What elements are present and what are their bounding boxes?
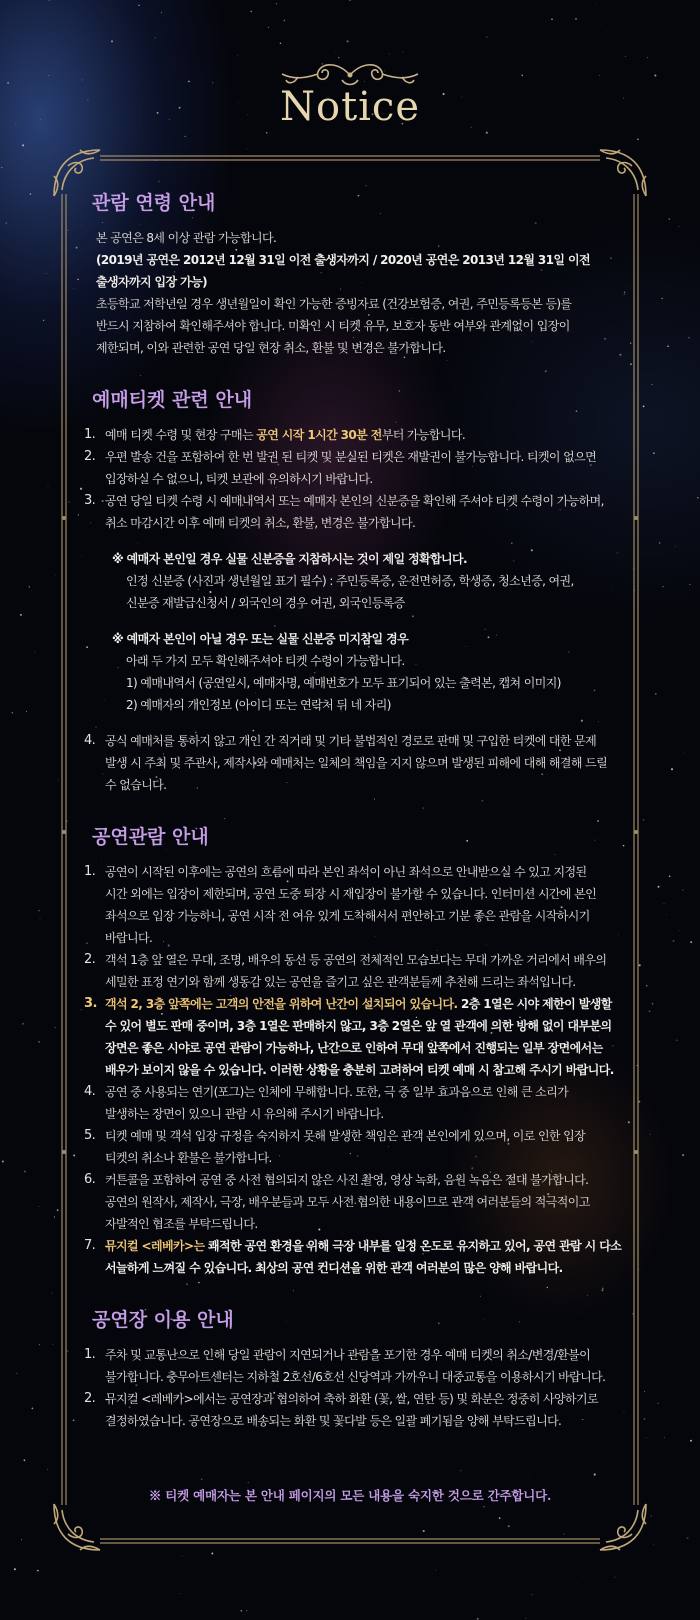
list-item bbox=[84, 1125, 624, 1169]
star bbox=[111, 40, 113, 42]
star bbox=[671, 768, 673, 770]
star bbox=[657, 1403, 659, 1405]
star bbox=[531, 1594, 532, 1595]
star bbox=[38, 1041, 40, 1043]
star bbox=[664, 903, 665, 904]
star bbox=[24, 1171, 26, 1173]
star bbox=[49, 0, 50, 1]
star bbox=[185, 136, 186, 137]
text-line: 우편 발송 건을 포함하여 한 번 발권 된 티켓 및 분실된 티켓은 재발권이 불가능합니다. 티켓이 없으면 bbox=[105, 450, 597, 464]
star bbox=[669, 876, 671, 878]
star bbox=[211, 1552, 213, 1554]
text-line: 불가합니다. 충무아트센터는 지하철 2호선/6호선 신당역과 가까우니 대중교통을 이용하시기 바랍니다. bbox=[105, 1370, 606, 1384]
star bbox=[20, 614, 22, 616]
item-number: 2. bbox=[84, 952, 96, 967]
text-line: 2) 예매자의 개인정보 (아이디 또는 연락처 뒤 네 자리) bbox=[126, 698, 391, 712]
star bbox=[284, 20, 285, 21]
text-line: 공식 예매처를 통하지 않고 개인 간 직거래 및 기타 불법적인 경로로 판매 및 구입한 티켓에 대한 문제 bbox=[105, 734, 597, 748]
item-number: 4. bbox=[84, 1084, 96, 1099]
star bbox=[652, 1003, 654, 1005]
text-line: 1) 예매내역서 (공연일시, 예매자명, 예매번호가 모두 표기되어 있는 출력본, 캡쳐 이미지) bbox=[126, 676, 561, 690]
star bbox=[662, 586, 663, 587]
star bbox=[521, 75, 522, 76]
item-number: 6. bbox=[84, 1172, 96, 1187]
star bbox=[551, 18, 553, 20]
star bbox=[5, 222, 7, 224]
text-line: 바랍니다. bbox=[105, 931, 153, 945]
star bbox=[54, 1027, 55, 1028]
star bbox=[188, 81, 190, 83]
star bbox=[52, 1344, 53, 1345]
list-item bbox=[84, 1388, 624, 1432]
text-line: 결정하였습니다. 공연장으로 배송되는 화환 및 꽃다발 등은 일괄 폐기됨을 양해 부탁드립니다. bbox=[105, 1414, 562, 1428]
star bbox=[653, 453, 654, 454]
star bbox=[21, 1539, 22, 1540]
star bbox=[48, 75, 49, 76]
star bbox=[335, 52, 336, 53]
star bbox=[43, 320, 45, 322]
star bbox=[389, 54, 390, 55]
star bbox=[649, 1010, 651, 1012]
list-item bbox=[84, 949, 624, 993]
star bbox=[54, 1216, 55, 1217]
star bbox=[682, 1154, 684, 1156]
note-title: ※ 예매자 본인이 아닐 경우 또는 실물 신분증 미지참일 경우 bbox=[112, 632, 409, 646]
item-number: 1. bbox=[84, 864, 96, 879]
text-line: 반드시 지참하여 확인해주셔야 합니다. 미확인 시 티켓 유무, 보호자 동반 여부와 관계없이 입장이 bbox=[96, 319, 570, 333]
section-title: 공연장 이용 안내 bbox=[92, 1309, 234, 1331]
list-item bbox=[84, 1081, 624, 1125]
star bbox=[697, 497, 698, 498]
star bbox=[654, 1544, 655, 1545]
star bbox=[644, 1391, 645, 1392]
star bbox=[180, 1593, 181, 1594]
text-line: 출생자까지 입장 가능) bbox=[96, 275, 207, 289]
text-line: 2층 1열은 시야 제한이 발생할 bbox=[457, 997, 612, 1011]
star bbox=[477, 1618, 479, 1620]
item-number: 4. bbox=[84, 733, 96, 748]
star bbox=[347, 40, 349, 42]
star bbox=[637, 139, 639, 141]
note-block bbox=[84, 628, 624, 716]
star bbox=[22, 1023, 24, 1025]
page-title: Notice bbox=[279, 84, 421, 130]
star bbox=[644, 1418, 646, 1420]
text-line: 발생 시 주최 및 주관사, 제작사와 예매처는 일체의 책임을 지지 않으며 발생된 피해에 대해 해결해 드릴 bbox=[105, 756, 608, 770]
star bbox=[643, 405, 645, 407]
star bbox=[246, 1610, 247, 1611]
star bbox=[666, 915, 667, 916]
star bbox=[486, 37, 487, 38]
star bbox=[643, 819, 645, 821]
text-line: 초등학교 저학년일 경우 생년월일이 확인 가능한 증빙자료 (건강보험증, 여권, 주민등록등본 등)를 bbox=[96, 297, 572, 311]
text-line: 취소 마감시간 이후 예매 티켓의 취소, 환불, 변경은 불가합니다. bbox=[105, 516, 416, 530]
star bbox=[237, 55, 238, 56]
star bbox=[280, 43, 281, 44]
star bbox=[338, 57, 339, 58]
star bbox=[654, 74, 656, 76]
text-line: 티켓의 취소나 환불은 불가합니다. bbox=[105, 1151, 272, 1165]
star bbox=[667, 345, 669, 347]
item-number: 1. bbox=[84, 1347, 96, 1362]
text-line: 공연의 원작사, 제작사, 극장, 배우분들과 모두 사전 협의한 내용이므로 관객 여러분들의 적극적이고 bbox=[105, 1195, 590, 1209]
star bbox=[241, 1610, 242, 1611]
star bbox=[55, 575, 56, 576]
star bbox=[138, 5, 139, 6]
star bbox=[38, 910, 40, 912]
star bbox=[402, 51, 403, 52]
star bbox=[24, 1459, 26, 1461]
item-number: 3. bbox=[84, 996, 97, 1011]
star bbox=[679, 226, 680, 227]
section-ticket bbox=[84, 385, 624, 796]
star bbox=[12, 712, 14, 714]
star bbox=[39, 1344, 40, 1345]
star bbox=[652, 384, 653, 385]
footer-notice: ※ 티켓 예매자는 본 안내 페이지의 모든 내용을 숙지한 것으로 간주합니다. bbox=[148, 1488, 552, 1503]
star bbox=[575, 18, 577, 20]
star bbox=[655, 693, 657, 695]
star bbox=[39, 1206, 40, 1207]
star bbox=[22, 144, 24, 146]
star bbox=[690, 941, 692, 943]
text-line: 부터 가능합니다. bbox=[381, 428, 466, 442]
star bbox=[661, 298, 662, 299]
text-line: 객석 1층 앞 열은 무대, 조명, 배우의 동선 등 공연의 전체적인 모습보다는 무대 가까운 거리에서 배우의 bbox=[105, 953, 607, 967]
star bbox=[1, 167, 2, 168]
star bbox=[689, 584, 690, 585]
star bbox=[250, 11, 251, 12]
text-line: 뮤지컬 <레베카>에서는 공연장과 협의하여 축하 화환 (꽃, 쌀, 연탄 등) 및 화분은 정중히 사양하기로 bbox=[105, 1392, 598, 1406]
section-title: 공연관람 안내 bbox=[92, 826, 209, 848]
star bbox=[161, 12, 162, 13]
star bbox=[676, 1039, 677, 1040]
star bbox=[246, 148, 247, 149]
text-line: 공연 중 사용되는 연기(포그)는 인체에 무해합니다. 또한, 극 중 일부 효과음으로 인해 큰 소리가 bbox=[105, 1085, 569, 1099]
star bbox=[486, 132, 488, 134]
star bbox=[686, 1537, 688, 1539]
item-number: 7. bbox=[84, 1238, 96, 1253]
star bbox=[669, 218, 670, 219]
star bbox=[675, 546, 676, 547]
list-item bbox=[84, 1235, 624, 1279]
star bbox=[47, 1469, 48, 1470]
text-line: 아래 두 가지 모두 확인해주셔야 티켓 수령이 가능합니다. bbox=[126, 654, 405, 668]
star bbox=[615, 1577, 616, 1578]
item-number: 3. bbox=[84, 493, 96, 508]
text-line: 시간 외에는 입장이 제한되며, 공연 도중 퇴장 시 재입장이 불가할 수 있습니다. 인터미션 시간에 본인 bbox=[105, 887, 597, 901]
star bbox=[266, 132, 268, 134]
star bbox=[26, 711, 27, 712]
star bbox=[647, 57, 648, 58]
star bbox=[16, 1373, 17, 1374]
text-line: 티켓 예매 및 객석 입장 규정을 숙지하지 못해 발생한 책임은 관객 본인에게 있으며, 이로 인한 입장 bbox=[105, 1129, 586, 1143]
list-item bbox=[84, 1344, 624, 1388]
text-line: 본 공연은 8세 이상 관람 가능합니다. bbox=[96, 231, 277, 245]
star bbox=[682, 889, 683, 890]
text-line: 발생하는 장면이 있으니 관람 시 유의해 주시기 바랍니다. bbox=[105, 1107, 384, 1121]
star bbox=[276, 3, 277, 4]
star bbox=[680, 930, 681, 931]
star bbox=[51, 1293, 52, 1294]
corner-flourish-icon bbox=[50, 1498, 106, 1554]
star bbox=[30, 193, 31, 194]
star bbox=[525, 1618, 526, 1619]
star bbox=[82, 80, 83, 81]
star bbox=[268, 27, 269, 28]
list-item bbox=[84, 490, 624, 534]
section-age bbox=[84, 188, 624, 359]
text-line: 서늘하게 느껴질 수 있습니다. 최상의 공연 컨디션을 위한 관객 여러분의 많은 양해 바랍니다. bbox=[105, 1261, 563, 1275]
text-line: 입장하실 수 없으니, 티켓 보관에 유의하시기 바랍니다. bbox=[105, 472, 373, 486]
star bbox=[35, 651, 36, 652]
star bbox=[349, 0, 351, 1]
star bbox=[688, 337, 689, 338]
star bbox=[684, 752, 685, 753]
list-item bbox=[84, 424, 624, 446]
text-line: 자발적인 협조를 부탁드립니다. bbox=[105, 1217, 258, 1231]
corner-flourish-icon bbox=[594, 1498, 650, 1554]
highlight-text: 객석 2, 3층 앞쪽에는 고객의 안전을 위하여 난간이 설치되어 있습니다. bbox=[105, 997, 458, 1011]
star bbox=[48, 486, 49, 487]
text-line: 수 있어 별도 판매 중이며, 3층 1열은 판매하지 않고, 3층 2열은 앞 열 관객에 의한 방해 없이 대부분의 bbox=[105, 1019, 612, 1033]
text-line: 좌석으로 입장 가능하니, 공연 시작 전 여유 있게 도착해서서 편안하고 기분 좋은 관람을 시작하시기 bbox=[105, 909, 590, 923]
item-number: 5. bbox=[84, 1128, 96, 1143]
text-line: (2019년 공연은 2012년 12월 31일 이전 출생자까지 / 2020년 공연은 2013년 12월 31일 이전 bbox=[96, 253, 590, 267]
section-venue bbox=[84, 1305, 624, 1432]
highlight-text: 뮤지컬 <레베카>는 bbox=[105, 1239, 205, 1253]
text-line: 공연이 시작된 이후에는 공연의 흐름에 따라 본인 좌석이 아닌 좌석으로 안내받으실 수 있고 지정된 bbox=[105, 865, 587, 879]
star bbox=[625, 56, 626, 57]
text-line: 예매 티켓 수령 및 현장 구매는 bbox=[105, 428, 257, 442]
star bbox=[32, 1408, 34, 1410]
highlight-text: 공연 시작 1시간 30분 전 bbox=[256, 428, 382, 442]
text-line: 주차 및 교통난으로 인해 당일 관람이 지연되거나 관람을 포기한 경우 예매 티켓의 취소/변경/환불이 bbox=[105, 1348, 591, 1362]
star bbox=[646, 1437, 647, 1438]
list-item bbox=[84, 861, 624, 949]
text-line: 커튼콜을 포함하여 공연 중 사전 협의되지 않은 사진 촬영, 영상 녹화, 음원 녹음은 절대 불가합니다. bbox=[105, 1173, 589, 1187]
star bbox=[182, 1555, 183, 1556]
note-block bbox=[84, 548, 624, 614]
item-number: 2. bbox=[84, 1391, 96, 1406]
item-number: 1. bbox=[84, 427, 96, 442]
text-line: 공연 당일 티켓 수령 시 예매내역서 또는 예매자 본인의 신분증을 확인해 주셔야 티켓 수령이 가능하며, bbox=[105, 494, 604, 508]
list-item bbox=[84, 730, 624, 796]
star bbox=[658, 886, 660, 888]
star bbox=[14, 1568, 16, 1570]
item-number: 2. bbox=[84, 449, 96, 464]
star bbox=[154, 37, 156, 39]
star bbox=[690, 1440, 692, 1442]
star bbox=[2, 1160, 4, 1162]
text-line: 배우가 보이지 않을 수 있습니다. 이러한 상황을 충분히 고려하여 티켓 예매 시 참고해 주시기 바랍니다. bbox=[105, 1063, 614, 1077]
list-item bbox=[84, 993, 624, 1081]
star bbox=[31, 590, 32, 591]
text-line: 장면은 좋은 시야로 공연 관람이 가능하나, 난간으로 인하여 무대 앞쪽에서 진행되는 일부 장면에서는 bbox=[105, 1041, 603, 1055]
text-line: 제한되며, 이와 관련한 공연 당일 현장 취소, 환불 및 변경은 불가합니다. bbox=[96, 341, 446, 355]
notice-content bbox=[84, 188, 624, 1458]
star bbox=[595, 4, 596, 5]
list-item bbox=[84, 446, 624, 490]
list-item bbox=[84, 1169, 624, 1235]
star bbox=[651, 1515, 652, 1516]
star bbox=[599, 75, 600, 76]
text-line: 인정 신분증 (사진과 생년월일 표기 필수) : 주민등록증, 운전면허증, 학생증, 청소년증, 여권, bbox=[126, 574, 574, 588]
star bbox=[435, 1569, 436, 1570]
star bbox=[672, 940, 674, 942]
section-body bbox=[96, 227, 624, 359]
star bbox=[646, 985, 647, 986]
note-title: ※ 예매자 본인일 경우 실물 신분증을 지참하시는 것이 제일 정확합니다. bbox=[112, 552, 468, 566]
section-title: 예매티켓 관련 안내 bbox=[92, 389, 253, 411]
star bbox=[46, 273, 47, 274]
section-viewing bbox=[84, 822, 624, 1279]
star bbox=[664, 1437, 665, 1438]
star bbox=[37, 1570, 39, 1572]
text-line: 세밀한 표정 연기와 함께 생동감 있는 공연을 즐기고 싶은 관객분들께 추천해 드리는 좌석입니다. bbox=[105, 975, 576, 989]
text-line: 신분증 재발급신청서 / 외국인의 경우 여권, 외국인등록증 bbox=[126, 596, 405, 610]
star bbox=[40, 918, 41, 919]
section-title: 관람 연령 안내 bbox=[92, 192, 216, 214]
star bbox=[650, 1134, 651, 1135]
text-line: 쾌적한 공연 환경을 위해 극장 내부를 일정 온도로 유지하고 있어, 공연 관람 시 다소 bbox=[204, 1239, 622, 1253]
text-line: 수 없습니다. bbox=[105, 778, 167, 792]
star bbox=[29, 586, 30, 587]
star bbox=[659, 542, 661, 544]
